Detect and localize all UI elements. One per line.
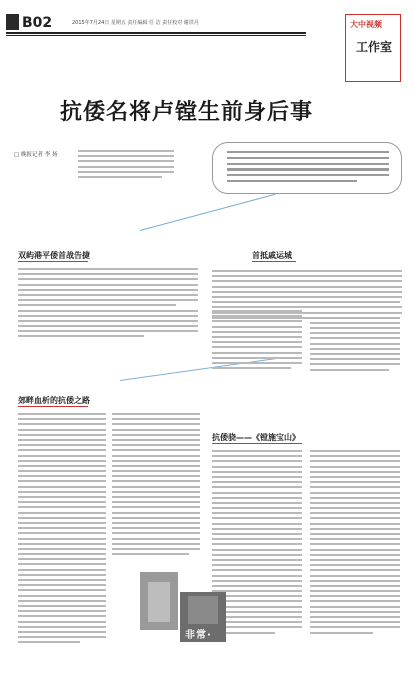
- section-body-col-b: [112, 413, 200, 558]
- section-heading: 郊畔血析的抗倭之路: [18, 396, 90, 405]
- section-heading: 首抵戚运城: [252, 251, 292, 260]
- section-rule: [212, 443, 302, 444]
- issue-info: 2015年7月24日 星期五 责任编辑 任 洁 责任校对 谢洪丹: [72, 20, 199, 26]
- badge-label: 非常·: [185, 630, 212, 641]
- badge-illustration: [188, 596, 218, 624]
- right-subcolumn-b: [310, 270, 400, 374]
- photo-figure: [148, 582, 170, 622]
- header-rule: [6, 32, 306, 34]
- section-rule: [18, 406, 88, 407]
- page-number: B02: [22, 15, 53, 31]
- pull-quote-box: [212, 142, 402, 194]
- section-body-col-a: [18, 413, 106, 646]
- header-rule-thin: [6, 35, 306, 36]
- headline: 抗倭名将卢镗生前身后事: [60, 100, 314, 125]
- column-badge: [345, 14, 401, 82]
- byline: □ 晚报记者 李 扬: [14, 152, 58, 158]
- section4-col-b: [310, 450, 400, 637]
- feature-badge: [180, 592, 226, 642]
- column-brand: 大中视频: [350, 19, 382, 29]
- right-subcolumn-a: [212, 310, 302, 372]
- section-heading: 抗倭骁——《镗施宝山》: [212, 433, 300, 442]
- section-rule: [18, 261, 88, 262]
- page-number-marker: [6, 14, 19, 30]
- diagonal-divider: [140, 194, 275, 231]
- column-title: 工作室: [355, 40, 392, 54]
- section-rule: [252, 261, 296, 262]
- intro-paragraph: [78, 150, 174, 181]
- section-heading: 双屿港平倭首战告捷: [18, 251, 90, 260]
- article-photo: [140, 572, 178, 630]
- section-body: [18, 268, 198, 341]
